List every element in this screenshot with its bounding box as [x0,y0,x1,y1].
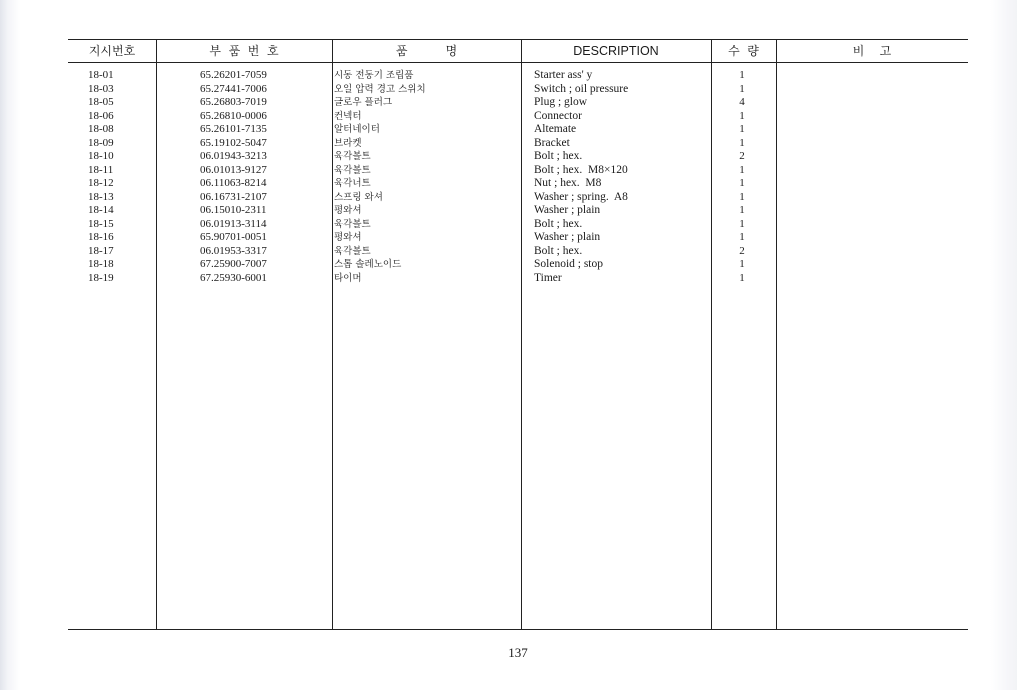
description-cell: Washer ; plain [534,231,601,243]
table-row [0,245,1017,259]
ref-no-cell: 18-09 [88,136,114,149]
description-cell: Washer ; plain [534,204,601,216]
part-no-cell: 06.11063-8214 [200,177,267,189]
description-cell: Washer ; spring. A8 [534,190,628,203]
qty-cell: 4 [739,96,745,108]
part-no-cell: 65.26201-7059 [200,69,267,81]
ref-no-cell: 18-01 [88,69,114,81]
part-no-cell: 65.26101-7135 [200,123,267,135]
part-no-cell: 65.90701-0051 [200,231,267,243]
ref-no-cell: 18-08 [88,123,114,135]
part-name-cell: 스톱 솔레노이드 [334,259,402,270]
table-row [0,83,1017,97]
qty-cell: 2 [739,244,745,257]
part-no-cell: 06.16731-2107 [200,190,267,203]
table-row [0,258,1017,272]
part-no-cell: 06.01013-9127 [200,163,267,176]
table-row [0,96,1017,110]
part-name-cell: 시동 전동기 조립품 [334,70,414,81]
table-bottom-rule [68,629,968,630]
description-cell: Solenoid ; stop [534,258,604,270]
ref-no-cell: 18-06 [88,109,114,122]
table-row [0,204,1017,218]
qty-cell: 1 [739,82,745,95]
part-no-cell: 67.25930-6001 [200,271,267,284]
table-row [0,110,1017,124]
ref-no-cell: 18-14 [88,204,114,216]
qty-cell: 1 [739,69,745,81]
description-cell: Switch ; oil pressure [534,82,629,95]
page-number: 137 [508,645,528,660]
description-cell: Plug ; glow [534,96,588,108]
ref-no-cell: 18-16 [88,231,114,243]
ref-no-cell: 18-13 [88,190,114,203]
ref-no-cell: 18-17 [88,244,114,257]
description-cell: Bolt ; hex. M8×120 [534,163,628,176]
ref-no-cell: 18-18 [88,258,114,270]
part-name-cell: 브라켓 [334,137,362,149]
part-name-cell: 육각너트 [334,178,371,189]
table-row [0,272,1017,286]
ref-no-cell: 18-11 [88,163,114,176]
part-name-cell: 평와셔 [334,232,362,243]
part-name-cell: 컨넥터 [334,110,362,122]
part-no-cell: 65.27441-7006 [200,82,267,95]
description-cell: Timer [534,271,562,284]
table-row [0,69,1017,83]
part-no-cell: 65.26803-7019 [200,96,267,108]
part-no-cell: 06.01943-3213 [200,150,267,162]
table-row [0,177,1017,191]
qty-cell: 1 [739,109,745,122]
header-remarks: 비 고 [852,44,892,58]
ref-no-cell: 18-05 [88,96,114,108]
qty-cell: 1 [739,271,745,284]
ref-no-cell: 18-19 [88,271,114,284]
header-bottom-rule [68,62,968,63]
description-cell: Bracket [534,136,570,149]
part-name-cell: 육각볼트 [334,245,371,257]
qty-cell: 1 [739,190,745,203]
header-description: DESCRIPTION [573,44,659,58]
table-row [0,231,1017,245]
table-row [0,123,1017,137]
header-part-no: 부 품 번 호 [209,44,279,58]
part-no-cell: 06.01953-3317 [200,244,267,257]
description-cell: Altemate [534,123,577,135]
part-name-cell: 육각볼트 [334,218,371,230]
part-name-cell: 평와셔 [334,205,362,216]
description-cell: Connector [534,109,582,122]
part-name-cell: 육각볼트 [334,151,371,162]
description-cell: Bolt ; hex. [534,217,583,230]
part-name-cell: 오일 압력 경고 스위치 [334,83,426,95]
qty-cell: 1 [739,136,745,149]
part-no-cell: 06.15010-2311 [200,204,267,216]
ref-no-cell: 18-03 [88,82,114,95]
description-cell: Nut ; hex. M8 [534,177,602,189]
ref-no-cell: 18-12 [88,177,114,189]
header-part-name: 품 명 [395,44,458,58]
qty-cell: 1 [739,217,745,230]
header-ref-no: 지시번호 [88,44,136,58]
table-row [0,218,1017,232]
table-row [0,191,1017,205]
part-name-cell: 알터네이터 [334,124,380,135]
ref-no-cell: 18-10 [88,150,114,162]
description-cell: Bolt ; hex. [534,244,583,257]
description-cell: Bolt ; hex. [534,150,583,162]
part-name-cell: 육각볼트 [334,164,371,176]
header-qty: 수 량 [728,44,759,58]
table-row [0,164,1017,178]
part-no-cell: 65.19102-5047 [200,136,267,149]
parts-table-body [0,69,1017,285]
table-row [0,150,1017,164]
qty-cell: 1 [739,231,745,243]
qty-cell: 1 [739,163,745,176]
part-name-cell: 스프링 와셔 [334,191,383,203]
part-no-cell: 67.25900-7007 [200,258,267,270]
part-name-cell: 타이머 [334,272,362,284]
qty-cell: 1 [739,258,745,270]
table-row [0,137,1017,151]
qty-cell: 1 [739,177,745,189]
part-name-cell: 글로우 플러그 [334,97,393,108]
part-no-cell: 06.01913-3114 [200,217,267,230]
part-no-cell: 65.26810-0006 [200,109,267,122]
qty-cell: 2 [739,150,745,162]
ref-no-cell: 18-15 [88,217,114,230]
description-cell: Starter ass' y [534,69,593,81]
qty-cell: 1 [739,204,745,216]
qty-cell: 1 [739,123,745,135]
